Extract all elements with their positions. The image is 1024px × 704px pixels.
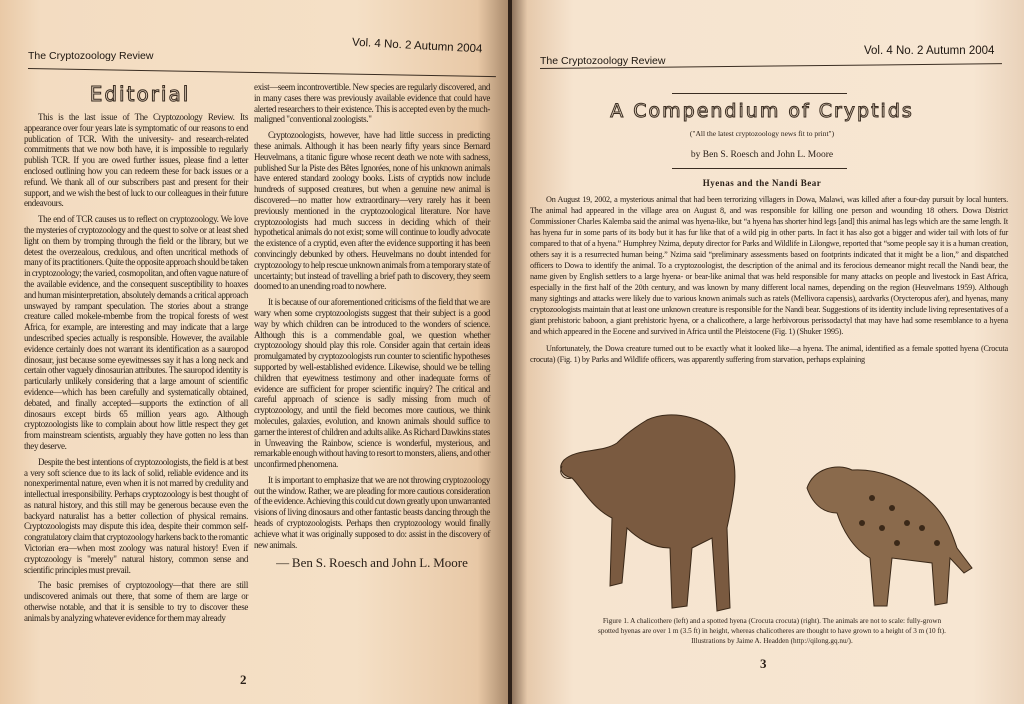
section-title: Editorial	[89, 82, 191, 106]
paragraph: The end of TCR causes us to reflect on cryptozoology. We love the mysteries of cryptozoology and the quest to solve or at least shed light on them by tromping through the field or the library, but we detest the overzealous, credulous, and often uncritical methods of many of its practitioners. Quite the opposite approach should be taken in cryptozoology; the varied, cosmopolitan, and often vague nature of the available evidence, and the consequent susceptibility to hoaxes and human misinterpretation, absolutely demands a critical approach unswayed by rampant speculation. The stories about a strange creature called mokele-mbembe from the tropical forests of west Africa, for example, are interesting and may indicate that a large undescribed species actually is responsible. However, the available evidence certainly does not warrant its identification as a sauropod dinosaur, just because some eyewitnesses say it has a long neck and certain other vaguely dinosaurian attributes. The sauropod identity is particularly unlikely considering that a large amount of scientific evidence—which has been carefully and systematically obtained, debated, and finally accepted—supports the extinction of all dinosaurs except birds 65 million years ago. Although cryptozoologists like to complain about how little respect they get from mainstream scientists, arguably they have gotten no less than they deserve.	[24, 214, 248, 451]
right-page	[512, 0, 1024, 704]
issue-header: Vol. 4 No. 2 Autumn 2004	[351, 36, 483, 56]
paragraph: It is because of our aforementioned criticisms of the field that we are wary when some cryptozoologists suggest that their subject is a good way by which children can be introduced to the wonders of science. Although this is a commendable goal, we question whether cryptozoology should play this role. Consider again that certain ideas promulgamated by cryptozoologists run counter to scientific hypotheses supported by well-established evidence. Likewise, should we be telling children that eyewitness testimony and other inadequate forms of evidence are sufficient for proper scientific inquiry? The critical and careful approach of science is sadly missing from much of cryptozoology, and until the field becomes more cautious, we think molecules, galaxies, evolution, and known animals should suffice to garner the interest of children and adults alike. As Richard Dawkins states in Unweaving the Rainbow, science is wonderful, mysterious, and remarkable enough without having to resort to monsters, aliens, and other unconfirmed phenomena.	[254, 297, 490, 470]
header-rule	[28, 68, 496, 77]
title-rule-bottom	[672, 168, 847, 169]
caption-line: spotted hyenas are over 1 m (3.5 ft) in height, whereas chalicotheres are thought to have grown to a height of 3 m (10 ft).	[598, 627, 946, 635]
title-rule-top	[672, 93, 847, 94]
page-number: 2	[240, 672, 247, 687]
paragraph: It is important to emphasize that we are not throwing cryptozoology out the window. Rather, we are pleading for more cautious consideration of the evidence. Achieving this could cut down greatly upon unwarranted visions of living dinosaurs and other fantastic beasts dancing through the heads of cryptozoologists. Perhaps then cryptozoology would finally achieve what it was originally supposed to do: assist in the discovery of new animals.	[254, 474, 490, 550]
section-heading: Hyenas and the Nandi Bear	[702, 178, 822, 188]
figure-illustration	[552, 408, 1002, 613]
paragraph: This is the last issue of The Cryptozoology Review. Its appearance over four years late is symptomatic of our reasons to end publication of TCR. With the university- and research-related commitments that we now both have, it is impossible to regularly publish TCR. If you are owed further issues, please find a letter enclosed outlining how you can redeem these for back issues or a refund. We thank all of our subscribers past and present for their support, and we wish the best of luck to our colleagues in their future endeavours.	[24, 112, 248, 209]
hyena-illustration	[807, 467, 972, 606]
editorial-column-1	[24, 112, 248, 629]
chalicothere-illustration	[561, 415, 735, 611]
byline: by Ben S. Roesch and John L. Moore	[690, 150, 834, 160]
paragraph: Cryptozoologists, however, have had little success in predicting these animals. Although it has been nearly fifty years since Bernard Heuvelmans, a titanic figure whose recent death we note with sadness, published Sur la Piste des Bêtes Ignorées, none of his unknown animals have entered standard zoology books. Lists of cryptids now include hundreds of supposed creatures, but when a genuine new animal is discovered—no matter how extraordinary—very rarely has it been previously mentioned in the cryptozoological literature. Nor have cryptozoologists had much success in deciding which of their hypothetical animals do not exist; some will continue to loudly advocate the existence of a cryptid, even after the evidence supporting it has been convincingly debunked by others. Heuvelmans no doubt intended for cryptozoology to help rescue unknown animals from a temporary state of uncertainty; but instead of travelling a brief path to discovery, they seem doomed to an unending road to nowhere.	[254, 130, 490, 292]
paragraph: Despite the best intentions of cryptozoologists, the field is at best a very soft science due to its lack of solid, reliable evidence and its nonexperimental nature, even when it is not marred by credulity and intellectual irresponsibility. Perhaps cryptozoology is best thought of as natural history, and this still may be generous because even the backyard naturalist has a better collection of physical remains. Cryptozoologists may dispute this idea, despite their common self-congratulatory claim that cryptozoology harkens back to the romantic Victorian era—when most zoology was natural history! Even if cryptozoology is "merely" natural history, common sense and scientific principles must prevail.	[24, 456, 248, 575]
paragraph: Unfortunately, the Dowa creature turned out to be exactly what it looked like—a hyena. The animal, identified as a female spotted hyena (Crocuta crocuta) (Fig. 1) by Parks and Wildlife officers, was apparently suffering from starvation, perhaps explaining	[530, 344, 1008, 364]
article-body	[530, 194, 1008, 371]
paragraph: The basic premises of cryptozoology—that there are still undiscovered animals out there, that some of them are large or otherwise notable, and that it is sensible to try to discover these animals by analyzing whatever evidence for them may already	[24, 580, 248, 623]
editorial-column-2	[254, 82, 490, 569]
figure-caption	[542, 616, 1002, 646]
caption-line: Figure 1. A chalicothere (left) and a spotted hyena (Crocuta crocuta) (right). The animals are not to scale: fully-grown	[602, 617, 942, 625]
paragraph: On August 19, 2002, a mysterious animal that had been terrorizing villagers in Dowa, Malawi, was killed after a four-day pursuit by local hunters. The animal had appeared in the village area on August 8, and was responsible for killing one person and wounding 18 others. Dowa District Commissioner Charles Kalemba said the animal was hyena-like, but “a hyena has shorter hind legs [and] this animal has legs which are the same length. It has hyena fur in some parts of its body but it has fur like that of a wild pig in other parts. In fact it has also got a bigger and wider tail with lots of fur compared to that of a hyena.” Humphrey Nzima, deputy director for Parks and Wildlife in Lilongwe, reported that “some people say it is a human creation, others say it is a resurrected human being.” Nzima said “preliminary assessments based on footprints indicated that it might be a lion,” and dispatched officers to Dowa to identify the animal. To a cryptozoologist, the description of the animal and its ferocious demeanor might recall the Nandi bear, the name given by English settlers to a large hyena- or bear-like animal that was held responsible for many attacks on people and livestock in East Africa, especially in the first half of the 20th century, and was known by many different local names, depending on the region (Heuvelmans 1959). Although many sightings and attacks were likely due to various known animals such as ratels (Mellivora capensis), aardvarks (Orycteropus afer), and hyenas, many cryptozoologists maintain that at least one unknown creature is responsible for the Nandi bear. Suggestions of its identity include living representatives of a giant prehistoric baboon, a giant prehistoric hyena, or a chalicothere, a large herbivorous perissodactyl that may have had some resemblance to a hyena and which appeared in the Eocene and survived in Africa until the Pleistocene (Fig. 1) (Shuker 1995).	[530, 195, 1008, 336]
article-subtitle: ("All the latest cryptozoology news fit to print")	[689, 129, 835, 138]
journal-title-header: The Cryptozoology Review	[28, 50, 154, 62]
issue-header: Vol. 4 No. 2 Autumn 2004	[864, 45, 995, 57]
page-number: 3	[760, 656, 767, 671]
journal-title-header: The Cryptozoology Review	[540, 55, 666, 67]
paragraph: exist—seem incontrovertible. New species are regularly discovered, and in many cases there was previously available evidence that could have alerted researchers to their existence. This is accepted even by the much-maligned "conventional zoologists."	[254, 82, 490, 125]
left-page	[0, 0, 508, 704]
caption-line: Illustrations by Jaime A. Headden (http://qilong.gq.nu/).	[691, 637, 853, 645]
signature: — Ben S. Roesch and John L. Moore	[276, 555, 468, 571]
article-title: A Compendium of Cryptids	[610, 100, 914, 122]
